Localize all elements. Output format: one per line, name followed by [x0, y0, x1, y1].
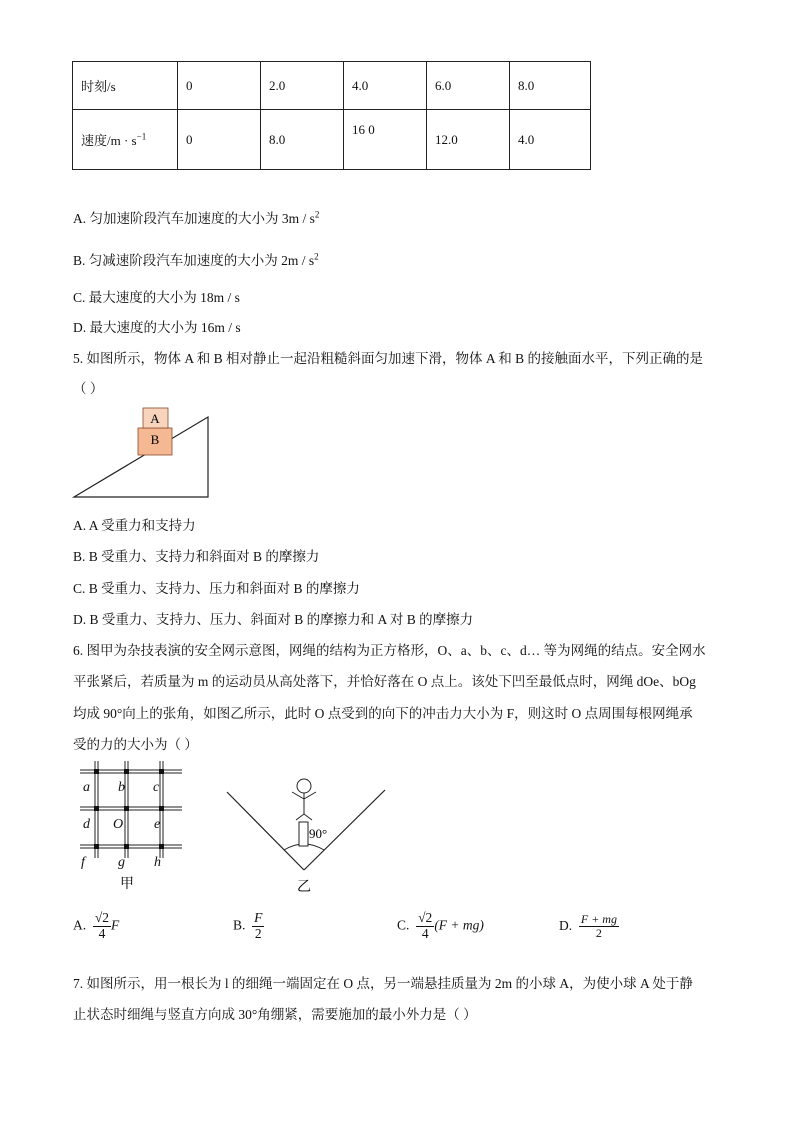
q4-option-a	[73, 207, 319, 227]
figure-caption-yi: 乙	[297, 880, 311, 895]
q4-option-a-text: A. 匀加速阶段汽车加速度的大小为 3m / s	[73, 211, 315, 226]
block-b-label: B	[150, 432, 160, 447]
table-cell: 2.0	[261, 62, 344, 110]
q6-stem-line3: 均成 90°向上的张角，如图乙所示，此时 O 点受到的向下的冲击力大小为 F，则这时 O 点周围每根网绳承	[73, 706, 693, 721]
q7-stem-line2: 止状态时细绳与竖直方向成 30°角绷紧，需要施加的最小外力是（ ）	[73, 1007, 477, 1022]
fraction-numerator: F + mg	[580, 912, 617, 926]
q6-option-c-label: C.	[397, 917, 410, 933]
table-cell: 16 0	[344, 110, 427, 170]
q4-option-b-text: B. 匀减速阶段汽车加速度的大小为 2m / s	[73, 253, 315, 268]
q5-option-d: D. B 受重力、支持力、压力、斜面对 B 的摩擦力和 A 对 B 的摩擦力	[73, 612, 474, 627]
fraction-denominator: 4	[421, 925, 429, 941]
q4-option-b	[73, 249, 319, 269]
q6-option-d	[559, 913, 619, 940]
node-label-o: O	[113, 817, 124, 832]
node-label-d: d	[83, 817, 90, 832]
speed-unit-exponent: −1	[136, 131, 147, 142]
fraction-numerator: F	[254, 910, 263, 925]
incline-diagram	[72, 404, 212, 500]
q4-option-b-exponent: 2	[314, 251, 319, 262]
q5-option-a: A. A 受重力和支持力	[73, 518, 196, 533]
node-label-a: a	[83, 780, 90, 795]
fraction	[416, 911, 434, 942]
q6-option-d-label: D.	[559, 917, 573, 933]
node-label-c: c	[153, 780, 160, 795]
q6-option-a	[73, 911, 119, 942]
fraction	[252, 911, 264, 942]
fraction-numerator: √2	[94, 910, 110, 925]
q6-option-c	[397, 911, 484, 942]
table-cell: 0	[178, 110, 261, 170]
node-label-h: h	[154, 855, 161, 870]
node-label-e: e	[154, 817, 161, 832]
fraction-denominator: 2	[595, 926, 602, 941]
q5-option-b: B. B 受重力、支持力和斜面对 B 的摩擦力	[73, 549, 320, 564]
table-header-time: 时刻/s	[73, 62, 178, 110]
q6-option-a-tail: F	[111, 917, 120, 933]
table-cell: 8.0	[510, 62, 591, 110]
fraction-denominator: 2	[254, 925, 262, 941]
q4-option-a-exponent: 2	[314, 209, 320, 220]
q6-option-b	[233, 911, 264, 942]
table-cell: 4.0	[510, 110, 591, 170]
block-a-label: A	[150, 411, 160, 426]
net-sag-diagram	[222, 772, 390, 896]
net-diagram	[72, 758, 192, 894]
fraction-denominator: 4	[98, 925, 106, 941]
table-row	[73, 110, 591, 170]
q6-option-b-label: B.	[233, 917, 246, 933]
figure-caption-jia: 甲	[120, 877, 134, 892]
fraction	[93, 911, 111, 942]
velocity-table	[72, 61, 591, 170]
q6-stem-line4: 受的力的大小为（ ）	[73, 737, 198, 752]
q5-stem-line2: （ ）	[73, 381, 104, 396]
node-label-g: g	[118, 855, 125, 870]
q6-stem-line2: 平张紧后，若质量为 m 的运动员从高处落下，并恰好落在 O 点上。该处下凹至最低点时，网绳 dOe、bOg	[73, 674, 696, 689]
table-cell: 6.0	[427, 62, 510, 110]
q4-option-c: C. 最大速度的大小为 18m / s	[73, 290, 240, 305]
q5-option-c: C. B 受重力、支持力、压力和斜面对 B 的摩擦力	[73, 581, 360, 596]
q5-stem-line1: 5. 如图所示，物体 A 和 B 相对静止一起沿粗糙斜面匀加速下滑，物体 A 和 B 的接触面水平，下列正确的是	[73, 351, 704, 366]
angle-label: 90°	[309, 826, 328, 841]
speed-unit-label: 速度/m · s	[81, 133, 137, 148]
table-row	[73, 62, 591, 110]
net-rope-left	[227, 792, 304, 870]
node-label-f: f	[81, 855, 85, 870]
table-cell: 0	[178, 62, 261, 110]
table-cell: 12.0	[427, 110, 510, 170]
table-cell: 8.0	[261, 110, 344, 170]
fraction-numerator: √2	[418, 910, 433, 925]
q6-option-c-tail: (F + mg)	[434, 917, 484, 933]
node-label-b: b	[118, 780, 125, 795]
q4-option-d: D. 最大速度的大小为 16m / s	[73, 320, 241, 335]
q6-stem-line1: 6. 图甲为杂技表演的安全网示意图，网绳的结构为正方格形，O、a、b、c、d… 等为网绳的结点。安全网水	[73, 643, 706, 658]
table-header-speed	[73, 110, 178, 170]
table-cell: 4.0	[344, 62, 427, 110]
fraction	[579, 913, 619, 940]
q6-option-a-label: A.	[73, 917, 87, 933]
q7-stem-line1: 7. 如图所示，用一根长为 l 的细绳一端固定在 O 点，另一端悬挂质量为 2m 的小球 A，为使小球 A 处于静	[73, 976, 693, 991]
